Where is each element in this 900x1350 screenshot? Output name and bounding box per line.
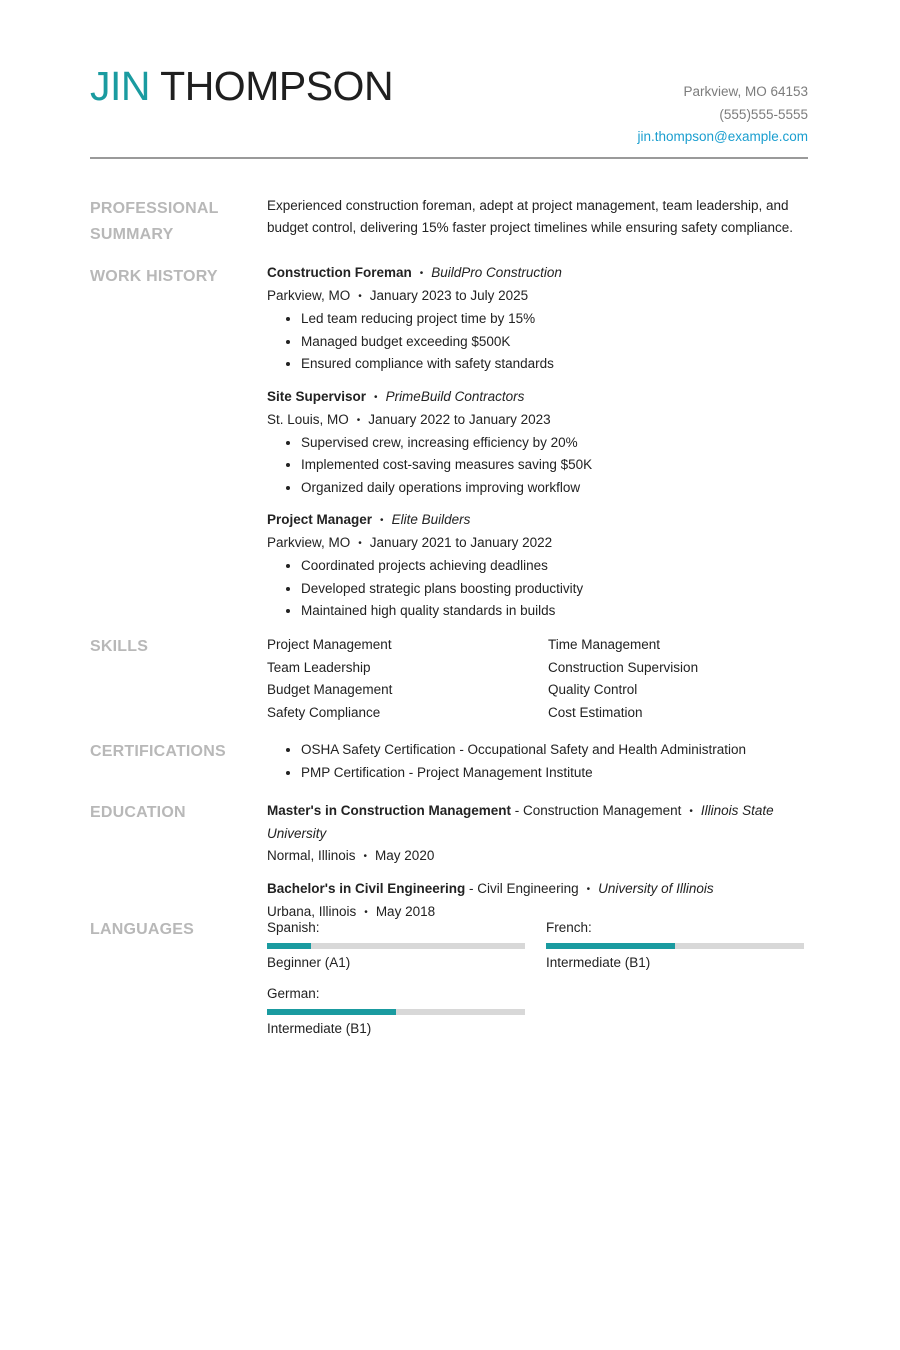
section-body (267, 800, 808, 934)
section-title: EDUCATION (90, 804, 186, 821)
job-bullet: • Maintained high quality standards in builds (301, 600, 808, 623)
education-school: Illinois State University (267, 803, 774, 841)
separator-dot: • (419, 268, 424, 279)
job-dates: January 2021 to January 2022 (369, 535, 553, 550)
section-title: PROFESSIONAL SUMMARY (90, 200, 219, 243)
job-heading (267, 262, 808, 285)
language-item (267, 983, 546, 1049)
job-role: Site Supervisor (267, 388, 367, 404)
language-level: Beginner (A1) (267, 955, 351, 970)
job-entry (267, 509, 808, 623)
skill-item: Cost Estimation (548, 704, 643, 720)
job-bullet: • Developed strategic plans boosting productivity (301, 578, 808, 601)
separator-dot: • (358, 291, 362, 302)
contact-block (637, 81, 808, 149)
section-body (267, 262, 808, 633)
education-location: Normal, Illinois (267, 848, 356, 863)
job-meta (267, 285, 808, 308)
skill-item: Budget Management (267, 682, 393, 697)
skill-item: Safety Compliance (267, 704, 381, 720)
separator-dot: • (358, 538, 362, 549)
candidate-name (90, 60, 393, 112)
education-date: May 2018 (375, 904, 436, 919)
job-company: PrimeBuild Contractors (385, 388, 525, 404)
language-level-bar (267, 1009, 525, 1015)
skill-item: Quality Control (548, 682, 638, 697)
email-link[interactable]: jin.thompson@example.com (637, 129, 808, 144)
job-bullet: • Organized daily operations improving workflow (301, 477, 808, 500)
job-role: Project Manager (267, 512, 373, 527)
certification-item: • OSHA Safety Certification - Occupational Safety and Health Administration (301, 739, 808, 762)
section-title: LANGUAGES (90, 921, 195, 938)
job-bullet: • Supervised crew, increasing efficiency by 20% (301, 432, 808, 455)
language-name: German: (267, 986, 320, 1001)
header-divider (90, 157, 808, 159)
job-bullet: • Managed budget exceeding $500K (301, 331, 808, 354)
education-date: May 2020 (375, 848, 435, 863)
job-company: Elite Builders (391, 512, 471, 527)
job-company: BuildPro Construction (431, 265, 562, 280)
address: Parkview, MO 64153 (683, 84, 808, 99)
job-entry (267, 262, 808, 376)
job-location: St. Louis, MO (267, 411, 349, 427)
language-level-fill (267, 1009, 396, 1015)
language-level-fill (267, 943, 311, 949)
section-body (267, 634, 808, 724)
job-meta (267, 532, 808, 555)
language-level: Intermediate (B1) (546, 955, 651, 970)
education-location: Urbana, Illinois (267, 904, 357, 919)
job-bullets (267, 308, 808, 376)
separator-dot: • (364, 907, 368, 918)
separator-dot: • (689, 806, 693, 817)
certification-item: • PMP Certification - Project Management Institute (301, 762, 808, 785)
phone: (555)555-5555 (719, 106, 808, 122)
section-title: CERTIFICATIONS (90, 743, 226, 760)
education-school: University of Illinois (598, 881, 714, 896)
section-title: SKILLS (90, 638, 149, 655)
job-heading (267, 509, 808, 532)
separator-dot: • (586, 884, 591, 895)
job-role: Construction Foreman (267, 265, 412, 280)
language-item (267, 917, 546, 983)
summary-text: Experienced construction foreman, adept at project management, team leadership, and budget control, delivering 15% faster project timelines while ensuring safety compliance. (267, 198, 794, 235)
language-item (546, 917, 808, 983)
education-field: - Construction Management (514, 803, 682, 818)
language-name: French: (546, 920, 592, 935)
job-location: Parkview, MO (267, 288, 351, 303)
job-bullet: • Implemented cost-saving measures saving $50K (301, 454, 808, 477)
job-dates: January 2023 to July 2025 (369, 288, 529, 303)
skill-item: Construction Supervision (548, 659, 699, 675)
language-level-bar (267, 943, 525, 949)
section-body (267, 739, 808, 784)
language-grid (267, 917, 808, 1049)
language-name: Spanish: (267, 920, 320, 935)
education-heading (267, 878, 808, 901)
job-bullet: • Ensured compliance with safety standards (301, 353, 808, 376)
language-level: Intermediate (B1) (267, 1021, 372, 1036)
education-field: - Civil Engineering (469, 881, 579, 896)
job-entry (267, 386, 808, 500)
section-body (267, 917, 808, 1049)
language-level-bar (546, 943, 804, 949)
education-heading (267, 800, 808, 845)
job-bullets (267, 432, 808, 500)
section-body (267, 195, 808, 239)
skills-grid (267, 634, 808, 724)
language-level-fill (546, 943, 675, 949)
skill-item: Time Management (548, 637, 661, 652)
job-heading (267, 386, 808, 409)
certification-list (267, 739, 808, 784)
separator-dot: • (380, 515, 384, 526)
first-name: JIN (90, 63, 150, 109)
education-degree: Bachelor's in Civil Engineering (267, 881, 466, 896)
education-meta (267, 845, 808, 868)
education-degree: Master's in Construction Management (267, 803, 511, 818)
education-entry (267, 800, 808, 868)
job-bullet: • Coordinated projects achieving deadlines (301, 555, 808, 578)
section-title: WORK HISTORY (90, 268, 218, 285)
job-bullets (267, 555, 808, 623)
separator-dot: • (363, 851, 368, 862)
skill-item: Project Management (267, 637, 392, 652)
job-location: Parkview, MO (267, 535, 351, 550)
job-dates: January 2022 to January 2023 (368, 411, 551, 427)
skill-item: Team Leadership (267, 659, 371, 675)
separator-dot: • (374, 391, 378, 403)
job-meta (267, 409, 808, 432)
job-bullet: • Led team reducing project time by 15% (301, 308, 808, 331)
separator-dot: • (356, 414, 361, 426)
last-name: THOMPSON (160, 63, 394, 109)
